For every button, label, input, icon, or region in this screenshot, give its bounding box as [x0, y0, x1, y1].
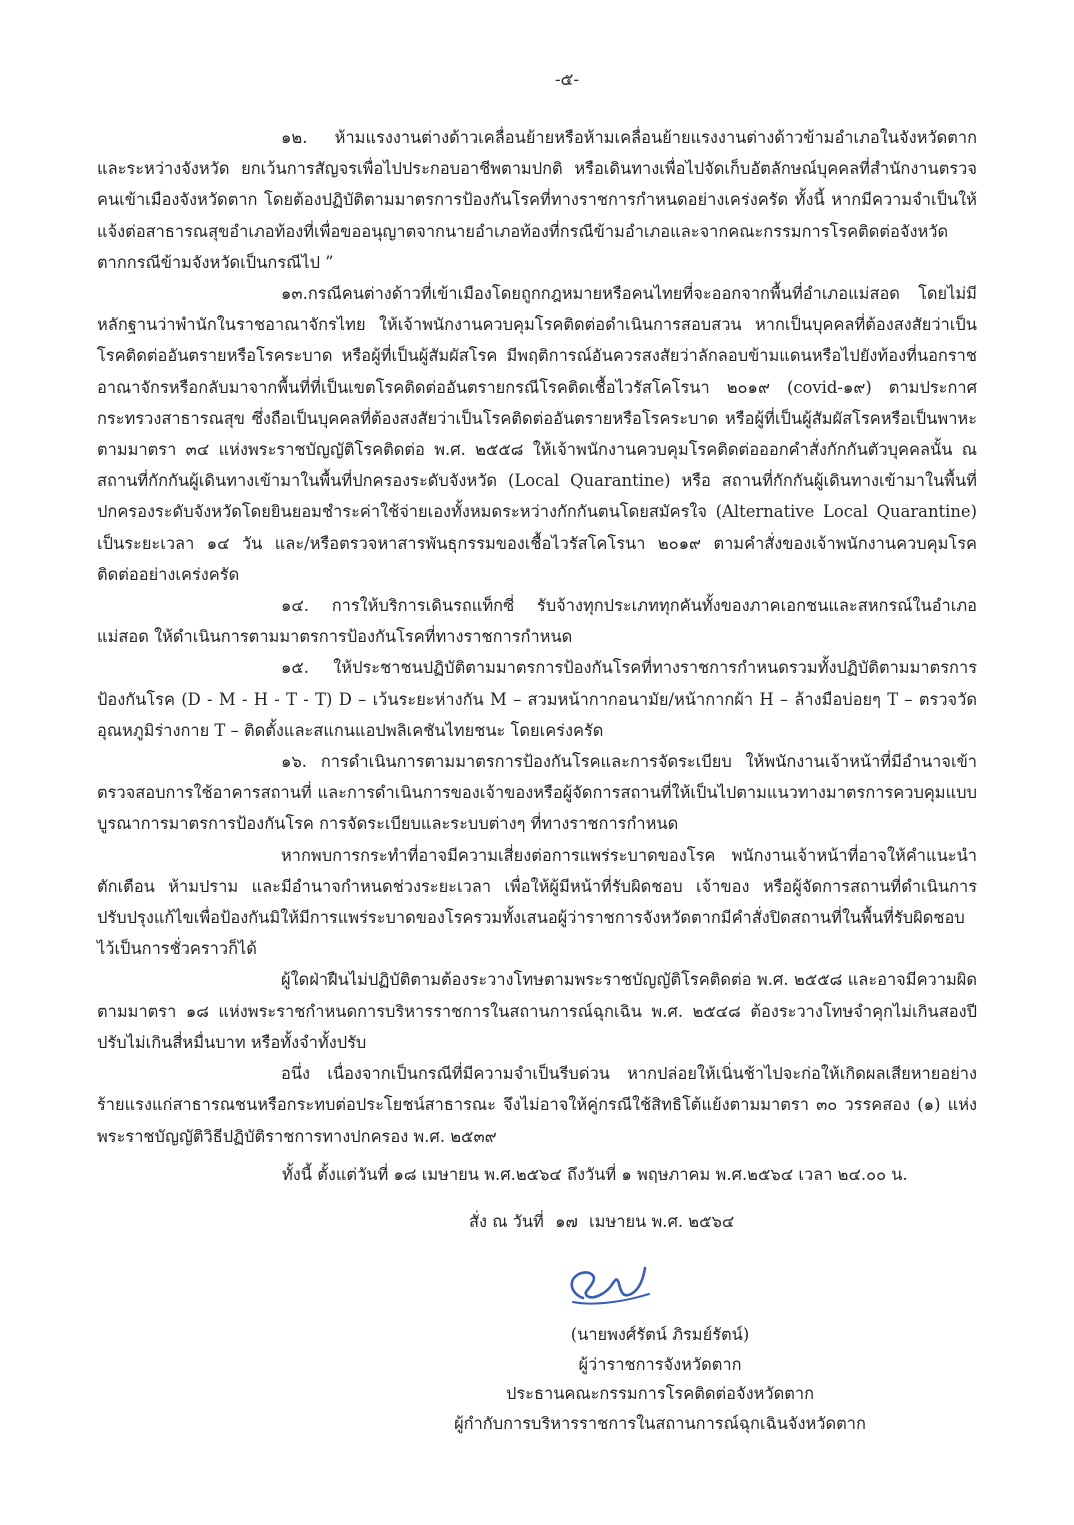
paragraph-12: ๑๒. ห้ามแรงงานต่างด้าวเคลื่อนย้ายหรือห้ามเคลื่อนย้ายแรงงานต่างด้าวข้ามอำเภอในจังหวัดตาก และระหว่างจังหวัด ยกเว้นการสัญจรเพื่อไปประกอบอาชีพตามปกติ หรือเดินทางเพื่อไปจัดเก็บอัตลักษณ์บุคคลที่สำนักงานตรวจคนเข้าเมืองจังหวัดตาก โดยต้องปฏิบัติตามมาตรการป้องกันโรคที่ทางราชการกำหนดอย่างเคร่งครัด ทั้งนี้ หากมีความจำเป็นให้แจ้งต่อสาธารณสุขอำเภอท้องที่เพื่อขออนุญาตจากนายอำเภอท้องที่กรณีข้ามอำเภอและจากคณะกรรมการโรคติดต่อจังหวัดตากกรณีข้ามจังหวัดเป็นกรณีไป ”	[97, 128, 977, 272]
order-date-prefix: สั่ง ณ วันที่	[469, 1212, 544, 1231]
signer-position-governor: ผู้ว่าราชการจังหวัดตาก	[578, 1354, 742, 1374]
order-date-day: ๑๗	[555, 1212, 578, 1231]
paragraph-14: ๑๔. การให้บริการเดินรถแท็กซี่ รับจ้างทุกประเภททุกคันทั้งของภาคเอกชนและสหกรณ์ในอำเภอแม่สอด ให้ดำเนินการตามมาตรการป้องกันโรคที่ทางราชการกำหนด	[97, 596, 977, 647]
signer-name: (นายพงศ์รัตน์ ภิรมย์รัตน์)	[570, 1325, 750, 1344]
paragraph-15: ๑๕. ให้ประชาชนปฏิบัติตามมาตรการป้องกันโรคที่ทางราชการกำหนดรวมทั้งปฏิบัติตามมาตรการป้องกันโรค (D - M - H - T - T) D – เว้นระยะห่างกัน M – สวมหน้ากากอนามัย/หน้ากากผ้า H – ล้างมือบ่อยๆ T – ตรวจวัดอุณหภูมิร่างกาย T – ติดตั้งและสแกนแอปพลิเคชันไทยชนะ โดยเคร่งครัด	[97, 658, 977, 740]
paragraph-warning: หากพบการกระทำที่อาจมีความเสี่ยงต่อการแพร่ระบาดของโรค พนักงานเจ้าหน้าที่อาจให้คำแนะนำตักเตือน ห้ามปราม และมีอำนาจกำหนดช่วงระยะเวลา เพื่อให้ผู้มีหน้าที่รับผิดชอบ เจ้าของ หรือผู้จัดการสถานที่ดำเนินการปรับปรุงแก้ไขเพื่อป้องกันมิให้มีการแพร่ระบาดของโรครวมทั้งเสนอผู้ว่าราชการจังหวัดตากมีคำสั่งปิดสถานที่ในพื้นที่รับผิดชอบไว้เป็นการชั่วคราวก็ได้	[97, 845, 977, 959]
signer-position-chairman: ประธานคณะกรรมการโรคติดต่อจังหวัดตาก	[505, 1384, 815, 1404]
paragraph-urgency: อนึ่ง เนื่องจากเป็นกรณีที่มีความจำเป็นรีบด่วน หากปล่อยให้เนิ่นช้าไปจะก่อให้เกิดผลเสียหายอย่างร้ายแรงแก่สาธารณชนหรือกระทบต่อประโยชน์สาธารณะ จึงไม่อาจให้คู่กรณีใช้สิทธิโต้แย้งตามมาตรา ๓๐ วรรคสอง (๑) แห่งพระราชบัญญัติวิธีปฏิบัติราชการทางปกครอง พ.ศ. ๒๕๓๙	[97, 1064, 977, 1146]
handwritten-signature-icon	[553, 1250, 673, 1320]
document-body	[97, 122, 977, 1152]
page-number: -๕-	[554, 70, 580, 90]
signer-block	[390, 1320, 930, 1438]
order-date-suffix: เมษายน พ.ศ. ๒๕๖๔	[589, 1212, 735, 1231]
effective-period: ทั้งนี้ ตั้งแต่วันที่ ๑๘ เมษายน พ.ศ.๒๕๖๔ ถึงวันที่ ๑ พฤษภาคม พ.ศ.๒๕๖๔ เวลา ๒๔.๐๐ น.	[282, 1165, 908, 1184]
paragraph-13: ๑๓.กรณีคนต่างด้าวที่เข้าเมืองโดยถูกกฎหมายหรือคนไทยที่จะออกจากพื้นที่อำเภอแม่สอด โดยไม่มีหลักฐานว่าพำนักในราชอาณาจักรไทย ให้เจ้าพนักงานควบคุมโรคติดต่อดำเนินการสอบสวน หากเป็นบุคคลที่ต้องสงสัยว่าเป็นโรคติดต่ออันตรายหรือโรคระบาด หรือผู้ที่เป็นผู้สัมผัสโรค มีพฤติการณ์อันควรสงสัยว่าลักลอบข้ามแดนหรือไปยังท้องที่นอกราชอาณาจักรหรือกลับมาจากพื้นที่ที่เป็นเขตโรคติดต่ออันตรายกรณีโรคติดเชื้อไวรัสโคโรนา ๒๐๑๙ (covid-๑๙) ตามประกาศกระทรวงสาธารณสุข ซึ่งถือเป็นบุคคลที่ต้องสงสัยว่าเป็นโรคติดต่ออันตรายหรือโรคระบาด หรือผู้ที่เป็นผู้สัมผัสโรคหรือเป็นพาหะตามมาตรา ๓๔ แห่งพระราชบัญญัติโรคติดต่อ พ.ศ. ๒๕๕๘ ให้เจ้าพนักงานควบคุมโรคติดต่อออกคำสั่งกักกันตัวบุคคลนั้น ณ สถานที่กักกันผู้เดินทางเข้ามาในพื้นที่ปกครองระดับจังหวัด (Local Quarantine) หรือ สถานที่กักกันผู้เดินทางเข้ามาในพื้นที่ปกครองระดับจังหวัดโดยยินยอมชำระค่าใช้จ่ายเองทั้งหมดระหว่างกักกันตนโดยสมัครใจ (Alternative Local Quarantine) เป็นระยะเวลา ๑๔ วัน และ/หรือตรวจหาสารพันธุกรรมของเชื้อไวรัสโคโรนา ๒๐๑๙ ตามคำสั่งของเจ้าพนักงานควบคุมโรคติดต่ออย่างเคร่งครัด	[97, 284, 977, 584]
paragraph-penalty: ผู้ใดฝ่าฝืนไม่ปฏิบัติตามต้องระวางโทษตามพระราชบัญญัติโรคติดต่อ พ.ศ. ๒๕๕๘ และอาจมีความผิดตามมาตรา ๑๘ แห่งพระราชกำหนดการบริหารราชการในสถานการณ์ฉุกเฉิน พ.ศ. ๒๕๔๘ ต้องระวางโทษจำคุกไม่เกินสองปี ปรับไม่เกินสี่หมื่นบาท หรือทั้งจำทั้งปรับ	[97, 970, 977, 1052]
order-date	[469, 1209, 734, 1235]
signer-position-supervisor: ผู้กำกับการบริหารราชการในสถานการณ์ฉุกเฉินจังหวัดตาก	[454, 1413, 866, 1433]
paragraph-16: ๑๖. การดำเนินการตามมาตรการป้องกันโรคและการจัดระเบียบ ให้พนักงานเจ้าหน้าที่มีอำนาจเข้าตรวจสอบการใช้อาคารสถานที่ และการดำเนินการของเจ้าของหรือผู้จัดการสถานที่ให้เป็นไปตามแนวทางมาตรการควบคุมแบบบูรณาการมาตรการป้องกันโรค การจัดระเบียบและระบบต่างๆ ที่ทางราชการกำหนด	[97, 752, 977, 834]
